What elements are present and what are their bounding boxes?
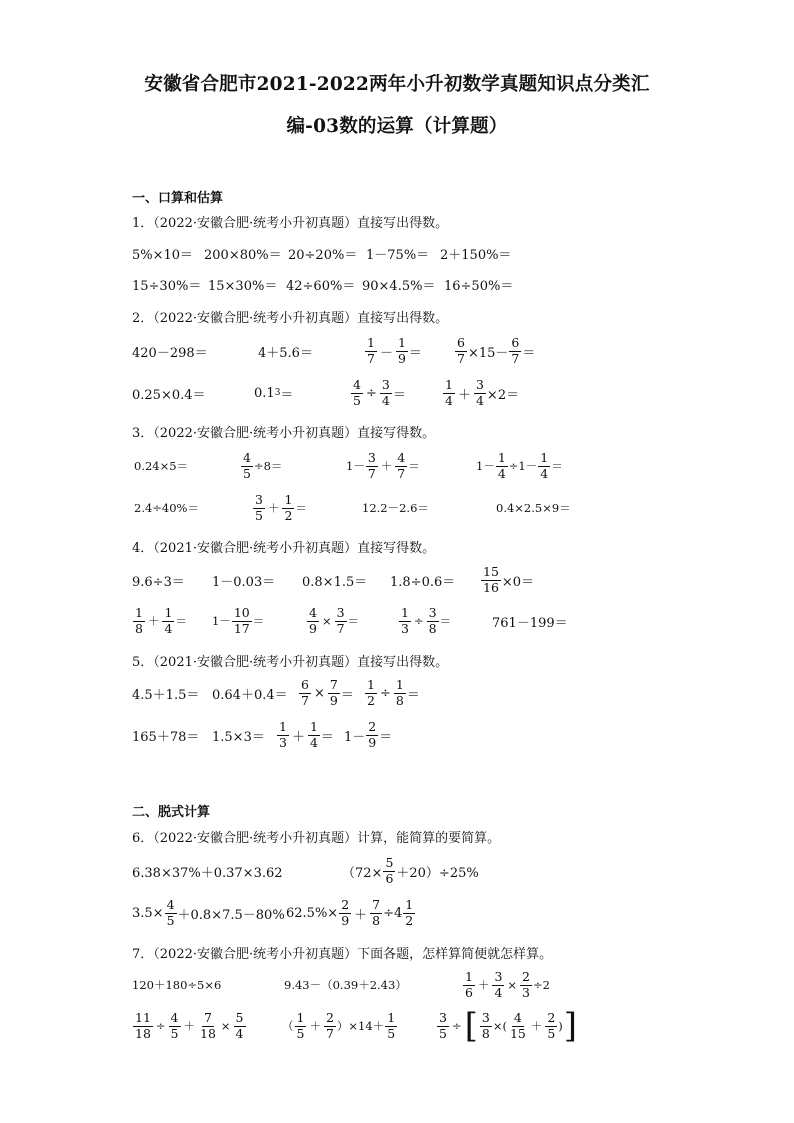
expression: 42÷60%＝ [286,278,356,294]
question-4-row-1 [132,559,692,601]
expression: 15÷30%＝ [132,278,202,294]
question-7-stem: 7．（2022·安徽合肥·统考小升初真题）下面各题，怎样算简便就怎样算。 [132,947,553,962]
expression: 2.4÷40%＝ [134,501,199,515]
expression: 3.5× $\frac{4}{5}$ ＋0.8×7.5－80% [132,897,285,928]
expression: $\frac{15}{16}$ ×0＝ [483,564,535,595]
fraction: $\frac{1}{3}$ [279,719,287,750]
fraction: $\frac{4}{5}$ [166,897,175,928]
expression: 200×80%＝ [204,247,282,263]
document-title-line-1: 安徽省合肥市2021-2022两年小升初数学真题知识点分类汇 [144,74,650,95]
expression: $\frac{1}{6}$ ＋ $\frac{3}{4}$ × $\frac{2}{3}$ ÷2 [465,969,550,1000]
expression: $\frac{4}{5}$ ÷ $\frac{3}{4}$ ＝ [353,377,406,408]
expression: 9.6÷3＝ [132,574,185,590]
expression: 0.4×2.5×9＝ [496,501,571,515]
expression: $\frac{6}{7}$ × $\frac{7}{9}$ ＝ [301,677,354,708]
expression: 15×30%＝ [208,278,278,294]
question-2-row-1 [132,330,692,372]
fraction: $\frac{3}{8}$ [428,605,437,636]
section-heading-step-calculation: 二、脱式计算 [132,805,211,820]
expression: 0.1 3 ＝ [254,385,294,403]
expression: $\frac{11}{18}$ ÷ $\frac{4}{5}$ ＋ $\frac{7}{18}$ × $\frac{5}{4}$ [135,1010,244,1041]
expression: 62.5%× $\frac{2}{9}$ ＋ $\frac{7}{8}$ ÷4 $\frac{1}{2}$ [286,892,416,934]
fraction: $\frac{1}{4}$ [497,450,506,481]
fraction: $\frac{1}{8}$ [395,677,404,708]
expression: 761－199＝ [492,615,568,631]
expression: 120＋180÷5×6 [132,978,222,992]
fraction: $\frac{4}{15}$ [509,1010,526,1041]
expression: 4.5＋1.5＝ [132,687,200,703]
fraction: $\frac{3}{8}$ [481,1010,490,1041]
expression: 1－0.03＝ [212,574,276,590]
question-2-stem: 2．（2022·安徽合肥·统考小升初真题）直接写出得数。 [132,311,449,326]
expression: 6.38×37%＋0.37×3.62 [132,865,283,881]
fraction: $\frac{10}{17}$ [233,605,250,636]
question-4-stem: 4．（2021·安徽合肥·统考小升初真题）直接写得数。 [132,541,436,556]
fraction: $\frac{3}{7}$ [336,605,345,636]
fraction: $\frac{1}{3}$ [401,605,409,636]
expression: $\frac{1}{7}$ － $\frac{1}{9}$ ＝ [367,335,422,366]
fraction: $\frac{3}{4}$ [494,969,503,1000]
fraction: $\frac{4}{5}$ [353,377,361,408]
fraction: $\frac{1}{9}$ [397,335,406,366]
question-3-row-2 [132,487,692,529]
question-5-stem: 5．（2021·安徽合肥·统考小升初真题）直接写出得数。 [132,655,449,670]
expression: 9.43－（0.39＋2.43） [284,978,407,992]
fraction: $\frac{4}{5}$ [243,450,251,481]
fraction: $\frac{1}{5}$ [387,1010,396,1041]
fraction: $\frac{1}{8}$ [135,605,143,636]
question-5-row-2 [132,714,692,756]
question-1-stem: 1．（2022·安徽合肥·统考小升初真题）直接写出得数。 [132,216,449,231]
fraction: $\frac{3}{4}$ [475,377,484,408]
fraction: $\frac{1}{6}$ [465,969,473,1000]
question-4-row-2 [132,600,692,642]
fraction: $\frac{7}{18}$ [200,1010,216,1041]
fraction: $\frac{1}{2}$ [284,492,293,523]
question-5-row-1 [132,672,692,714]
question-6-stem: 6．（2022·安徽合肥·统考小升初真题）计算，能简算的要简算。 [132,831,501,846]
fraction: $\frac{4}{5}$ [170,1010,179,1041]
fraction: $\frac{1}{2}$ [405,897,414,928]
expression: 1－ $\frac{1}{4}$ ÷1－ $\frac{1}{4}$ ＝ [476,450,563,481]
fraction: $\frac{1}{4}$ [309,719,318,750]
fraction: $\frac{2}{7}$ [325,1010,334,1041]
fraction: $\frac{1}{4}$ [540,450,549,481]
expression: $\frac{3}{5}$ ＋ $\frac{1}{2}$ ＝ [255,492,307,523]
expression: 0.8×1.5＝ [302,574,368,590]
right-bracket: ] [563,1006,578,1046]
mixed-number: ÷4 $\frac{1}{2}$ [383,897,414,928]
expression: 0.24×5＝ [134,459,189,473]
expression: 16÷50%＝ [444,278,514,294]
expression: 0.64＋0.4＝ [212,687,288,703]
expression: $\frac{3}{5}$ ÷ [ $\frac{3}{8}$ ×( $\frac{4}{15}$ ＋ $\frac{2}{5}$ ) ] [439,1006,578,1046]
fraction: $\frac{7}{8}$ [372,897,381,928]
fraction: $\frac{1}{2}$ [367,677,375,708]
expression: 1－ $\frac{3}{7}$ ＋ $\frac{4}{7}$ ＝ [346,450,420,481]
fraction: $\frac{7}{9}$ [329,677,338,708]
expression: （72× $\frac{5}{6}$ ＋20）÷25% [342,855,479,886]
expression: 420－298＝ [132,345,208,361]
expression: 2＋150%＝ [440,247,512,263]
question-2-row-2 [132,372,692,414]
expression: （ $\frac{1}{5}$ ＋ $\frac{2}{7}$ ）×14＋ $\frac{1}{5}$ [282,1010,396,1041]
expression: $\frac{1}{8}$ ＋ $\frac{1}{4}$ ＝ [135,605,187,636]
expression: $\frac{4}{9}$ × $\frac{3}{7}$ ＝ [309,605,360,636]
expression: $\frac{6}{7}$ ×15－ $\frac{6}{7}$ ＝ [457,335,536,366]
expression: 1.5×3＝ [212,729,265,745]
question-3-stem: 3．（2022·安徽合肥·统考小升初真题）直接写得数。 [132,426,436,441]
question-6-row-2 [132,892,692,934]
expression: $\frac{1}{4}$ ＋ $\frac{3}{4}$ ×2＝ [445,377,520,408]
question-7-row-2 [132,1005,692,1047]
question-1-row-2 [132,263,692,305]
question-7-row-1 [132,964,692,1006]
fraction: $\frac{6}{7}$ [511,335,520,366]
expression: 4＋5.6＝ [258,345,313,361]
document-title-line-2: 编-03数的运算（计算题） [286,116,508,137]
fraction: $\frac{1}{7}$ [367,335,375,366]
expression: $\frac{1}{3}$ ＋ $\frac{1}{4}$ ＝ [279,719,334,750]
fraction: $\frac{2}{3}$ [522,969,530,1000]
fraction: $\frac{2}{5}$ [547,1010,556,1041]
fraction: $\frac{4}{9}$ [309,605,317,636]
expression: 165＋78＝ [132,729,200,745]
expression: 90×4.5%＝ [362,278,436,294]
fraction: $\frac{6}{7}$ [457,335,465,366]
fraction: $\frac{3}{5}$ [439,1010,447,1041]
expression: 1－ $\frac{10}{17}$ ＝ [212,605,265,636]
expression: 1－ $\frac{2}{9}$ ＝ [344,719,393,750]
fraction: $\frac{3}{7}$ [367,450,376,481]
fraction: $\frac{1}{5}$ [296,1010,305,1041]
fraction: $\frac{5}{6}$ [385,855,394,886]
fraction: $\frac{4}{7}$ [397,450,406,481]
fraction: $\frac{11}{18}$ [135,1010,151,1041]
expression: $\frac{1}{3}$ ÷ $\frac{3}{8}$ ＝ [401,605,452,636]
expression: $\frac{4}{5}$ ÷8＝ [243,450,283,481]
expression: 1－75%＝ [366,247,430,263]
left-bracket: [ [464,1006,478,1046]
fraction: $\frac{3}{5}$ [255,492,263,523]
expression: 0.25×0.4＝ [132,387,206,403]
fraction: $\frac{15}{16}$ [483,564,499,595]
expression: 20÷20%＝ [288,247,358,263]
fraction: $\frac{6}{7}$ [301,677,309,708]
expression: $\frac{1}{2}$ ÷ $\frac{1}{8}$ ＝ [367,677,420,708]
expression: 5%×10＝ [132,247,194,263]
expression: 1.8÷0.6＝ [390,574,456,590]
fraction: $\frac{5}{4}$ [235,1010,244,1041]
question-3-row-1 [132,445,692,487]
fraction: $\frac{1}{4}$ [164,605,173,636]
fraction: $\frac{3}{4}$ [381,377,390,408]
fraction: $\frac{2}{9}$ [368,719,377,750]
fraction: $\frac{1}{4}$ [445,377,453,408]
question-6-row-1 [132,850,692,892]
expression: 12.2－2.6＝ [362,501,429,515]
section-heading-mental-arithmetic: 一、口算和估算 [132,191,224,206]
fraction: $\frac{2}{9}$ [341,897,350,928]
